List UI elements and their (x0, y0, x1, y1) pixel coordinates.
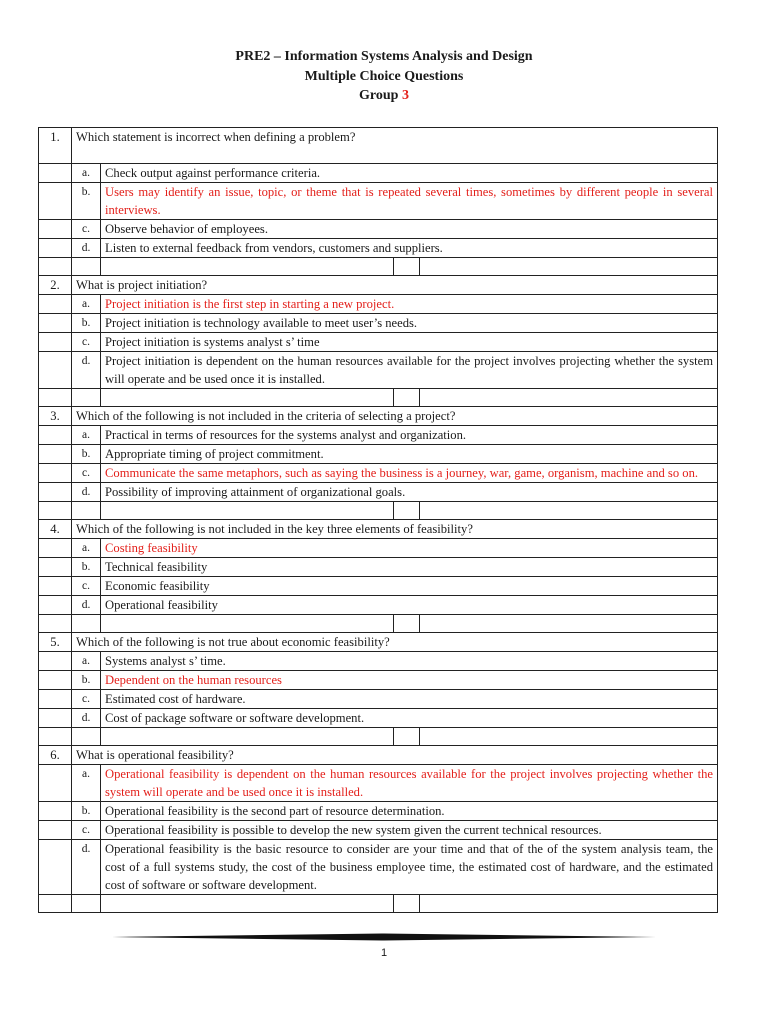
answer-option-row (39, 314, 718, 333)
option-text: Operational feasibility is the basic resource to consider are your time and that of the of the system analysis team, the cost of a full systems study, the cost of the business employee time, the estimated cost of hardware, and the estimated cost of software or software development. (101, 840, 718, 895)
answer-option-row (39, 464, 718, 483)
option-text: Operational feasibility (101, 596, 718, 615)
option-letter: d. (72, 840, 101, 895)
answer-box-cell (394, 728, 420, 746)
answer-option-row (39, 483, 718, 502)
document-header (0, 47, 768, 106)
question-row (39, 633, 718, 652)
answer-option-row (39, 690, 718, 709)
option-letter: c. (72, 577, 101, 596)
answer-option-row (39, 577, 718, 596)
blank-cell (39, 728, 72, 746)
option-letter: d. (72, 596, 101, 615)
blank-cell (39, 258, 72, 276)
answer-box-cell (394, 258, 420, 276)
group-heading (0, 86, 768, 106)
option-spacer-cell (39, 577, 72, 596)
blank-cell (420, 258, 718, 276)
correct-answer-text: Communicate the same metaphors, such as saying the business is a journey, war, game, organism, machine and so on. (101, 464, 718, 483)
correct-answer-text: Users may identify an issue, topic, or theme that is repeated several times, sometimes by different people in several interviews. (101, 183, 718, 220)
option-spacer-cell (39, 840, 72, 895)
option-spacer-cell (39, 596, 72, 615)
blank-cell (101, 615, 394, 633)
option-letter: c. (72, 220, 101, 239)
question-number: 2. (39, 276, 72, 295)
answer-option-row (39, 539, 718, 558)
answer-option-row (39, 652, 718, 671)
option-text: Project initiation is systems analyst s’ time (101, 333, 718, 352)
answer-box-cell (394, 895, 420, 913)
answer-option-row (39, 352, 718, 389)
option-text: Operational feasibility is possible to develop the new system given the current technical resources. (101, 821, 718, 840)
answer-option-row (39, 426, 718, 445)
option-text: Economic feasibility (101, 577, 718, 596)
option-spacer-cell (39, 333, 72, 352)
option-text: Estimated cost of hardware. (101, 690, 718, 709)
blank-answer-row (39, 895, 718, 913)
answer-box-cell (394, 502, 420, 520)
blank-cell (420, 615, 718, 633)
option-letter: c. (72, 464, 101, 483)
option-letter: b. (72, 671, 101, 690)
option-spacer-cell (39, 239, 72, 258)
option-spacer-cell (39, 314, 72, 333)
option-letter: b. (72, 445, 101, 464)
blank-cell (420, 728, 718, 746)
option-letter: c. (72, 690, 101, 709)
question-row (39, 746, 718, 765)
question-number: 1. (39, 128, 72, 164)
option-letter: c. (72, 333, 101, 352)
question-row (39, 520, 718, 539)
blank-cell (101, 258, 394, 276)
blank-answer-row (39, 389, 718, 407)
option-spacer-cell (39, 464, 72, 483)
answer-option-row (39, 295, 718, 314)
blank-cell (101, 728, 394, 746)
option-spacer-cell (39, 220, 72, 239)
blank-cell (72, 502, 101, 520)
option-spacer-cell (39, 821, 72, 840)
blank-cell (72, 728, 101, 746)
answer-option-row (39, 445, 718, 464)
page-number: 1 (380, 947, 388, 959)
document-subtitle: Multiple Choice Questions (304, 68, 464, 84)
answer-option-row (39, 333, 718, 352)
answer-option-row (39, 709, 718, 728)
option-spacer-cell (39, 164, 72, 183)
option-spacer-cell (39, 445, 72, 464)
option-text: Project initiation is technology available to meet user’s needs. (101, 314, 718, 333)
answer-option-row (39, 164, 718, 183)
blank-cell (72, 895, 101, 913)
option-text: Listen to external feedback from vendors, customers and suppliers. (101, 239, 718, 258)
question-row (39, 128, 718, 164)
blank-cell (39, 615, 72, 633)
blank-cell (420, 895, 718, 913)
blank-answer-row (39, 728, 718, 746)
blank-answer-row (39, 615, 718, 633)
option-spacer-cell (39, 558, 72, 577)
course-title: PRE2 – Information Systems Analysis and Design (235, 49, 533, 64)
option-text: Check output against performance criteria. (101, 164, 718, 183)
group-label: Group (359, 88, 399, 103)
blank-cell (72, 389, 101, 407)
option-letter: b. (72, 558, 101, 577)
question-text: Which of the following is not included in the criteria of selecting a project? (72, 407, 718, 426)
question-text: What is operational feasibility? (72, 746, 718, 765)
blank-cell (72, 615, 101, 633)
option-spacer-cell (39, 652, 72, 671)
question-text: What is project initiation? (72, 276, 718, 295)
blank-cell (101, 502, 394, 520)
option-letter: a. (72, 426, 101, 445)
questions-table-body (39, 128, 718, 913)
option-spacer-cell (39, 183, 72, 220)
blank-cell (420, 502, 718, 520)
question-row (39, 276, 718, 295)
question-text: Which of the following is not true about economic feasibility? (72, 633, 718, 652)
questions-table (38, 127, 718, 913)
group-number: 3 (401, 88, 409, 103)
option-letter: d. (72, 239, 101, 258)
option-spacer-cell (39, 483, 72, 502)
answer-option-row (39, 220, 718, 239)
answer-option-row (39, 183, 718, 220)
option-letter: a. (72, 539, 101, 558)
blank-cell (39, 502, 72, 520)
footer-separator (112, 933, 656, 941)
question-row (39, 407, 718, 426)
option-text: Observe behavior of employees. (101, 220, 718, 239)
option-letter: a. (72, 652, 101, 671)
blank-cell (101, 895, 394, 913)
option-spacer-cell (39, 539, 72, 558)
blank-cell (420, 389, 718, 407)
option-letter: a. (72, 295, 101, 314)
option-letter: d. (72, 483, 101, 502)
option-letter: d. (72, 709, 101, 728)
option-text: Technical feasibility (101, 558, 718, 577)
question-number: 5. (39, 633, 72, 652)
answer-option-row (39, 840, 718, 895)
question-number: 4. (39, 520, 72, 539)
answer-option-row (39, 671, 718, 690)
answer-option-row (39, 596, 718, 615)
question-number: 6. (39, 746, 72, 765)
option-letter: a. (72, 164, 101, 183)
blank-answer-row (39, 502, 718, 520)
blank-answer-row (39, 258, 718, 276)
answer-option-row (39, 821, 718, 840)
answer-option-row (39, 239, 718, 258)
option-letter: b. (72, 802, 101, 821)
answer-option-row (39, 558, 718, 577)
option-spacer-cell (39, 802, 72, 821)
answer-box-cell (394, 389, 420, 407)
option-spacer-cell (39, 295, 72, 314)
option-spacer-cell (39, 671, 72, 690)
blank-cell (39, 895, 72, 913)
blank-cell (72, 258, 101, 276)
option-letter: a. (72, 765, 101, 802)
option-spacer-cell (39, 765, 72, 802)
answer-option-row (39, 802, 718, 821)
option-spacer-cell (39, 709, 72, 728)
option-text: Practical in terms of resources for the systems analyst and organization. (101, 426, 718, 445)
option-letter: d. (72, 352, 101, 389)
correct-answer-text: Project initiation is the first step in starting a new project. (101, 295, 718, 314)
option-spacer-cell (39, 426, 72, 445)
question-number: 3. (39, 407, 72, 426)
blank-cell (101, 389, 394, 407)
correct-answer-text: Costing feasibility (101, 539, 718, 558)
correct-answer-text: Operational feasibility is dependent on the human resources available for the project involves projecting whether the system will operate and be used once it is installed. (101, 765, 718, 802)
option-letter: c. (72, 821, 101, 840)
correct-answer-text: Dependent on the human resources (101, 671, 718, 690)
option-spacer-cell (39, 352, 72, 389)
option-text: Project initiation is dependent on the human resources available for the project involves projecting whether the system will operate and be used once it is installed. (101, 352, 718, 389)
option-spacer-cell (39, 690, 72, 709)
blank-cell (39, 389, 72, 407)
option-text: Cost of package software or software development. (101, 709, 718, 728)
option-text: Operational feasibility is the second part of resource determination. (101, 802, 718, 821)
question-text: Which statement is incorrect when defining a problem? (72, 128, 718, 164)
option-text: Possibility of improving attainment of organizational goals. (101, 483, 718, 502)
option-letter: b. (72, 183, 101, 220)
answer-box-cell (394, 615, 420, 633)
option-letter: b. (72, 314, 101, 333)
option-text: Systems analyst s’ time. (101, 652, 718, 671)
option-text: Appropriate timing of project commitment. (101, 445, 718, 464)
answer-option-row (39, 765, 718, 802)
question-text: Which of the following is not included in the key three elements of feasibility? (72, 520, 718, 539)
